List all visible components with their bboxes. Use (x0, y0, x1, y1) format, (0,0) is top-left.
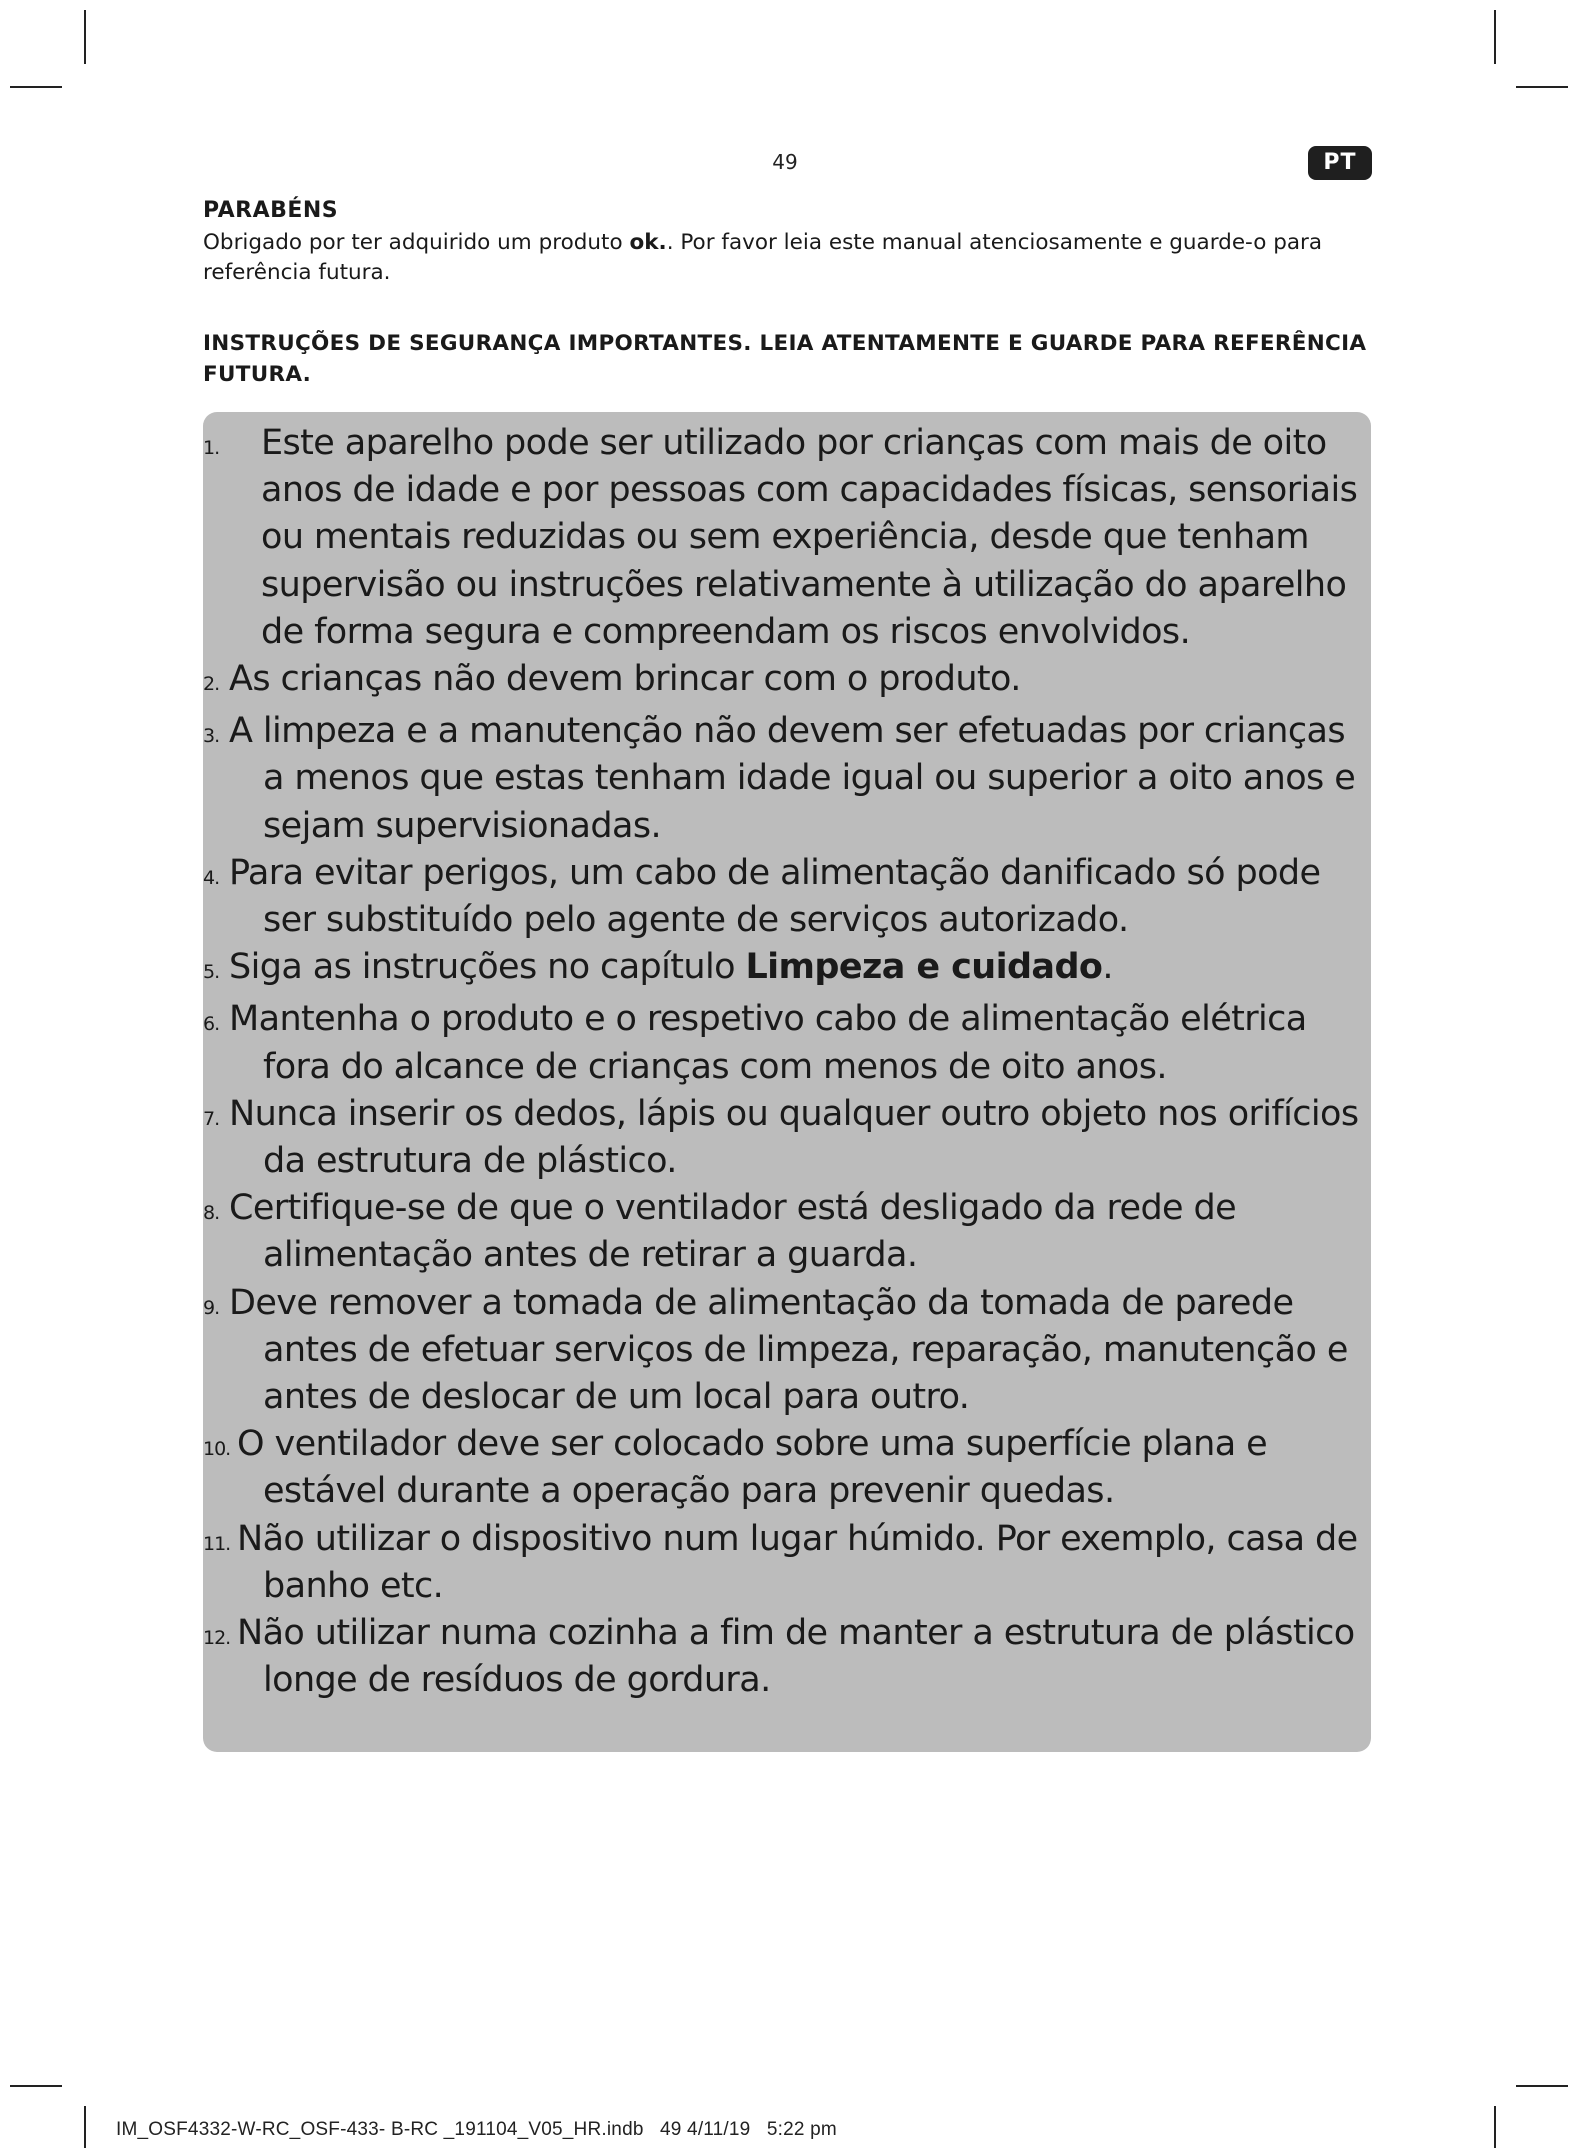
item-number: 11. (203, 1532, 231, 1555)
safety-instructions-box (203, 412, 1371, 1752)
safety-item (203, 1610, 1361, 1704)
crop-mark (10, 2085, 62, 2087)
item-text: O ventilador deve ser colocado sobre uma superfície plana e estável durante a operação para prevenir quedas. (237, 1424, 1268, 1512)
item-text: Para evitar perigos, um cabo de alimentação danificado só pode ser substituído pelo agente de serviços autorizado. (229, 852, 1321, 941)
crop-mark (1516, 86, 1568, 88)
safety-item (203, 944, 1361, 996)
item-number: 10. (203, 1438, 231, 1461)
item-text: Deve remover a tomada de alimentação da tomada de parede antes de efetuar serviços de limpeza, reparação, manutenção e antes de deslocar de um local para outro. (229, 1282, 1348, 1418)
item-text: Este aparelho pode ser utilizado por crianças com mais de oito anos de idade e por pessoas com capacidades físicas, sensoriais ou mentais reduzidas ou sem experiência, desde que tenham supervisão ou instruções relativamente à utilização do aparelho de forma segura e compreendam os riscos envolvidos. (261, 423, 1358, 652)
safety-item (203, 1280, 1361, 1422)
item-text (229, 944, 1113, 991)
chapter-reference: Limpeza e cuidado (745, 947, 1103, 988)
item-text: Certifique-se de que o ventilador está desligado da rede de alimentação antes de retirar a guarda. (229, 1188, 1237, 1276)
item-number: 8. (203, 1202, 220, 1225)
item-number: 1. (203, 437, 220, 459)
safety-item (203, 1421, 1361, 1515)
item-number: 6. (203, 1013, 220, 1036)
safety-heading: INSTRUÇÕES DE SEGURANÇA IMPORTANTES. LEIA ATENTAMENTE E GUARDE PARA REFERÊNCIA FUTURA. (203, 331, 1367, 387)
item-text: Mantenha o produto e o respetivo cabo de alimentação elétrica fora do alcance de crianças com menos de oito anos. (229, 999, 1307, 1087)
language-badge: PT (1308, 146, 1372, 180)
safety-item (203, 420, 1361, 656)
safety-item (203, 1516, 1361, 1610)
item-text: Não utilizar o dispositivo num lugar húmido. Por exemplo, casa de banho etc. (237, 1518, 1358, 1606)
item-number: 5. (203, 961, 220, 984)
safety-item (203, 1091, 1361, 1185)
crop-mark (84, 10, 86, 64)
intro-text-end: . Por favor leia este manual atenciosamente e guarde-o para referência futura. (203, 230, 1323, 285)
safety-item (203, 996, 1361, 1090)
item-number: 4. (203, 866, 220, 889)
intro-text: Obrigado por ter adquirido um produto (203, 230, 630, 255)
item-text-end: . (1102, 947, 1113, 988)
safety-item (203, 850, 1361, 944)
crop-mark (1516, 2085, 1568, 2087)
intro-paragraph (203, 228, 1383, 288)
congrats-title: PARABÉNS (203, 198, 339, 223)
brand-name: ok. (629, 230, 667, 255)
safety-item (203, 708, 1361, 850)
item-number: 2. (203, 673, 220, 696)
item-text: A limpeza e a manutenção não devem ser efetuadas por crianças a menos que estas tenham idade igual ou superior a oito anos e sejam supervisionadas. (229, 711, 1356, 846)
item-text: Não utilizar numa cozinha a fim de manter a estrutura de plástico longe de resíduos de gordura. (237, 1613, 1355, 1701)
safety-item (203, 656, 1361, 708)
page-number: 49 (772, 150, 798, 174)
safety-item (203, 1185, 1361, 1279)
crop-mark (84, 2106, 86, 2148)
item-number: 12. (203, 1627, 231, 1650)
crop-mark (1494, 2106, 1496, 2148)
item-number: 3. (203, 725, 220, 748)
footer-file-info: IM_OSF4332-W-RC_OSF-433- B-RC _191104_V05_HR.indb 49 4/11/19 5:22 pm (116, 2119, 837, 2140)
item-text-start: Siga as instruções no capítulo (229, 947, 746, 988)
item-number: 7. (203, 1107, 220, 1130)
crop-mark (10, 86, 62, 88)
item-number: 9. (203, 1296, 220, 1319)
crop-mark (1494, 10, 1496, 64)
item-text: As crianças não devem brincar com o produto. (229, 659, 1021, 700)
item-text: Nunca inserir os dedos, lápis ou qualquer outro objeto nos orifícios da estrutura de plástico. (229, 1093, 1359, 1182)
